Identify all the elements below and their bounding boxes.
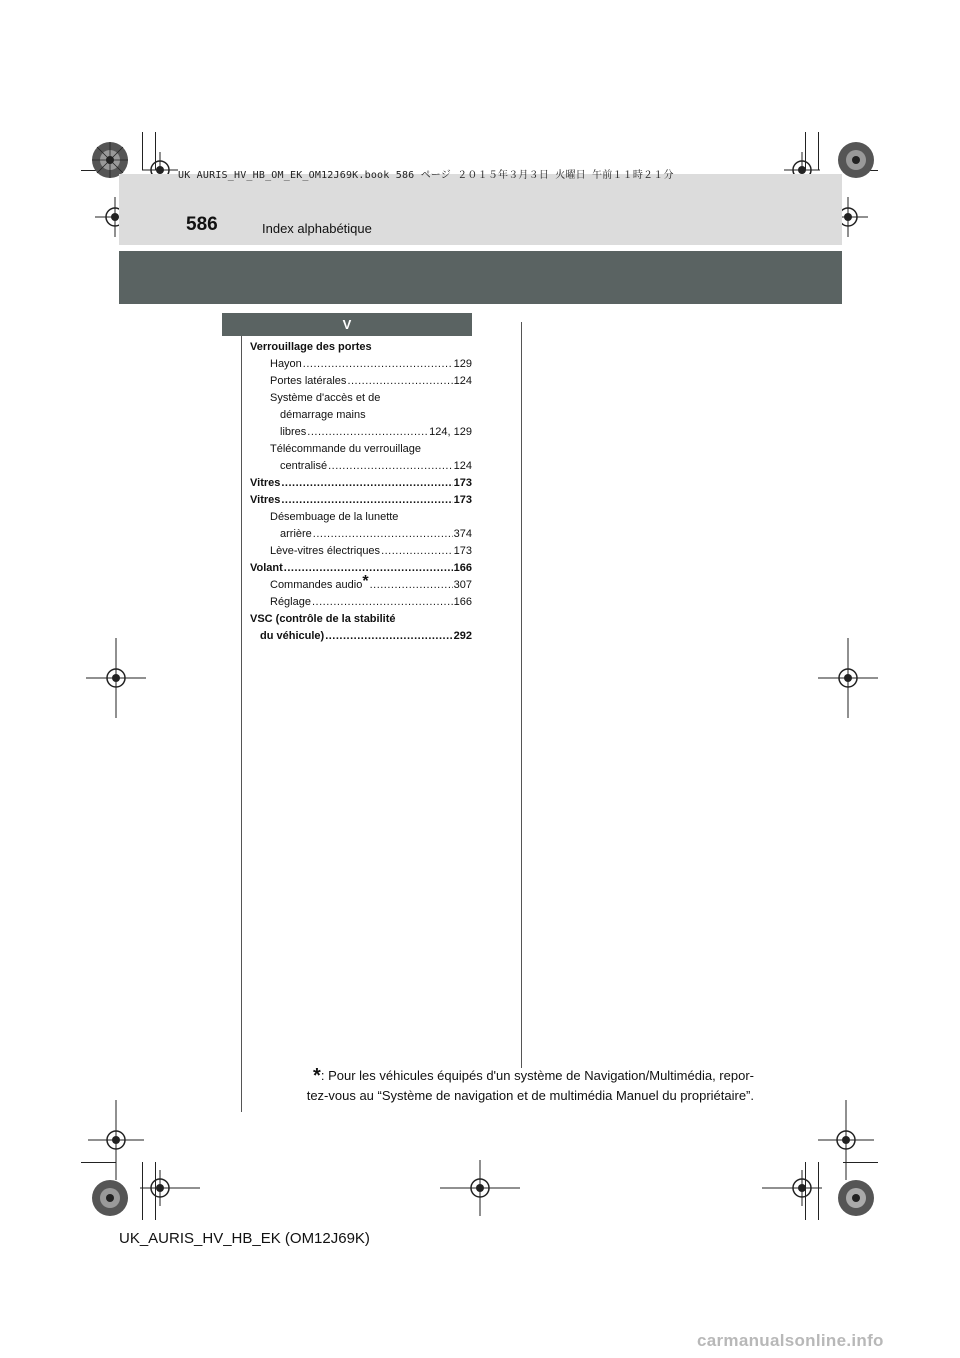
page-ref: 124, 129 <box>429 426 472 438</box>
index-term: Système d'accès et de <box>270 392 381 404</box>
index-entry <box>250 373 472 390</box>
book-info: UK AURIS_HV_HB_OM_EK_OM12J69K.book 586 ページ ２０１５年３月３日 火曜日 午前１１時２１分 <box>178 170 674 181</box>
page-number: 586 <box>186 214 218 235</box>
index-term: démarrage mains <box>280 409 366 421</box>
index-entry <box>250 560 472 577</box>
page-ref: 173 <box>453 494 472 506</box>
crosshair-icon <box>140 1168 200 1208</box>
page-ref: 166 <box>453 562 472 574</box>
index-term: Hayon <box>270 358 302 370</box>
page-ref: 129 <box>453 358 472 370</box>
footnote <box>250 1066 754 1106</box>
index-entry <box>250 573 472 594</box>
index-term: centralisé <box>280 460 328 472</box>
document-code: UK_AURIS_HV_HB_EK (OM12J69K) <box>119 1230 370 1247</box>
section-letter: V <box>222 313 472 336</box>
index-term: Vitres <box>250 477 281 489</box>
index-term: Volant <box>250 562 283 574</box>
index-term: arrière <box>280 528 312 540</box>
page-ref: 307 <box>453 579 472 591</box>
index-entry <box>250 475 472 492</box>
index-entry <box>250 492 472 509</box>
footnote-marker: * <box>313 1065 321 1087</box>
index-term: Lève-vitres électriques <box>270 545 381 557</box>
index-term: Vitres <box>250 494 281 506</box>
index-entry <box>250 458 472 475</box>
footnote-text: tez-vous au “Système de navigation et de multimédia Manuel du propriétaire”. <box>306 1088 754 1103</box>
index-term: Désembuage de la lunette <box>270 511 399 523</box>
crosshair-icon <box>440 1160 520 1216</box>
page-ref: 374 <box>453 528 472 540</box>
index-term: libres <box>280 426 307 438</box>
header-dark-band <box>119 251 842 304</box>
index-entry <box>250 356 472 373</box>
page-ref: 124 <box>453 460 472 472</box>
index-entry <box>250 526 472 543</box>
page-title: Index alphabétique <box>262 221 372 236</box>
index-entry <box>250 424 472 441</box>
index-list <box>250 339 472 645</box>
page-ref: 173 <box>453 545 472 557</box>
footnote-marker: * <box>362 573 369 590</box>
column-divider <box>521 322 522 1068</box>
page-ref: 292 <box>453 630 472 642</box>
registration-mark-icon <box>80 1168 140 1228</box>
crosshair-icon <box>762 1168 822 1208</box>
registration-mark-icon <box>826 1168 886 1228</box>
index-term: du véhicule) <box>260 630 325 642</box>
index-entry <box>250 543 472 560</box>
page-ref: 173 <box>453 477 472 489</box>
index-heading: Verrouillage des portes <box>250 341 372 353</box>
index-term: Télécommande du verrouillage <box>270 443 422 455</box>
index-entry <box>250 594 472 611</box>
column-rule <box>241 336 242 1112</box>
index-term: Portes latérales <box>270 375 347 387</box>
crosshair-icon <box>86 638 146 718</box>
page-ref: 124 <box>453 375 472 387</box>
index-entry <box>250 628 472 645</box>
index-term: Commandes audio <box>270 579 363 591</box>
header-band <box>119 174 842 245</box>
index-heading: VSC (contrôle de la stabilité <box>250 613 396 625</box>
footnote-text: : Pour les véhicules équipés d'un système de Navigation/Multimédia, repor- <box>320 1068 754 1083</box>
index-term: Réglage <box>270 596 311 608</box>
page-ref: 166 <box>453 596 472 608</box>
crosshair-icon <box>818 638 878 718</box>
watermark: carmanualsonline.info <box>697 1331 884 1350</box>
